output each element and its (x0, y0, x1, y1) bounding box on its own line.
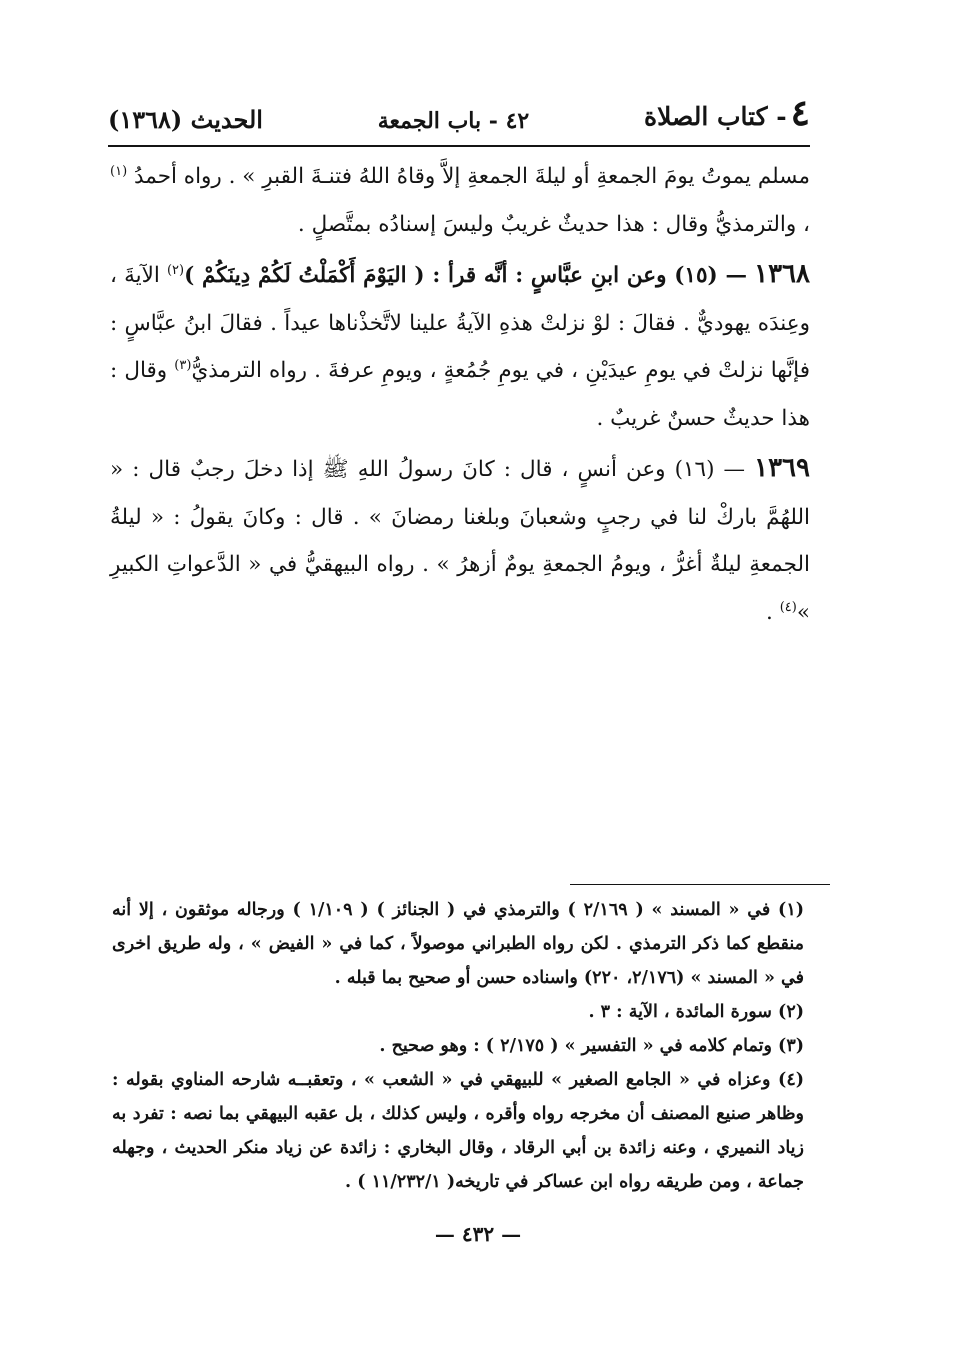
hadith-1368-tail: وقال : هذا حديثٌ حسنٌ غريبٌ . (110, 358, 810, 431)
footnote-2: (٢) سورة المائدة ، الآية : ٣ . (588, 1002, 804, 1022)
hadith-1368-intro: — (١٥) وعن ابنِ عبَّاسٍ : أنَّه قرأ : ( اليَوْمَ أَكْمَلْتُ لَكُمْ دِينَكُمْ ) (184, 263, 747, 288)
footnote-ref-2: (٢) (166, 262, 185, 278)
continuation-text: مسلم يموتُ يومَ الجمعةِ أو ليلةَ الجمعةِ إلاَّ وقاهُ اللهُ فتنـةَ القبرِ » . رواه أحمدُ (133, 164, 810, 189)
page-number: — ٤٣٢ — (434, 1222, 522, 1246)
hadith-1368-text: الآيةَ ، وعِندَه يهوديٌّ . فقالَ : لوْ نزلتْ هذهِ الآيةُ علينا لاتَّخذْناها عيداً . فقالَ ابنُ عبَّاسٍ : فإنَّها نزلتْ في يومِ عيدَيْنِ ، في يومِ جُمُعةٍ ، ويومِ عرفةَ . رواه الترمذيُّ (110, 263, 810, 383)
main-text (110, 153, 810, 636)
hadith-1369 (110, 445, 810, 636)
hadith-1369-text: — (١٦) وعن أنسٍ ، قال : كانَ رسولُ اللهِ ﷺ إذا دخلَ رجبٌ قال : « اللهُمَّ باركْ لنا في رجبٍ وشعبانَ وبلغنا رمضانَ » . قال : وكانَ يقولُ : « ليلةُ الجمعةِ ليلةٌ أغرُّ ، ويومُ الجمعةِ يومٌ أزهرُ » . رواه البيهقيُّ في « الدَّعواتِ الكبيرِ » (110, 457, 810, 625)
footnote-rule (570, 884, 830, 885)
footnote-ref-4: (٤) (779, 599, 797, 615)
hadith-1368 (110, 251, 810, 442)
book-title-text: - كتاب الصلاة (644, 102, 787, 131)
footnote-1: (١) في « المسند » ( ٢/١٦٩ ) والترمذي في ( الجنائز ) ( ١/١٠٩ ) ورجاله موثقون ، إلا أنه منقطع كما ذكر الترمذي . لكن رواه الطبراني موصولاً ، كما في « الفيض » ، وله طريق اخرى في « المسند » (٢/١٧٦، ٢٢٠) واسناده حسن أو صحيح بما قبله . (112, 900, 804, 988)
continuation-tail: ، والترمذيُّ وقال : هذا حديثٌ غريبٌ وليسَ إسنادُه بمتَّصلٍ . (297, 211, 810, 237)
continuation-paragraph (110, 153, 810, 248)
footnotes (112, 893, 826, 1199)
hadith-number-1369: ١٣٦٩ (754, 453, 810, 483)
hadith-1369-tail: . (766, 599, 773, 625)
footnote-ref-1: (١) (110, 163, 128, 179)
footnote-4: (٤) وعزاه في « الجامع الصغير » للبيهقي في « الشعب » ، وتعقبــه شارحه المناوي بقوله : وظاهر صنيع المصنف أن مخرجه رواه وأقره ، وليس كذلك ، بل عقبه البيهقي بما نصه : تفرد به زياد النميري ، وعنه زائدة بن أبي الرقاد ، وقال البخاري : زائدة عن زياد منكر الحديث ، وجهله جماعة ، ومن طريقه رواه ابن عساكر في تاريخه( ١١/٢٣٢/١ ) . (112, 1070, 804, 1192)
header-rule (108, 145, 810, 147)
footnote-3: (٣) وتمام كلامه في « التفسير » ( ٢/١٧٥ ) : وهو صحيح . (379, 1036, 804, 1056)
hadith-number-1368: ١٣٦٨ (754, 259, 810, 289)
footnote-ref-3: (٣) (174, 357, 192, 373)
hadith-reference: الحديث (١٣٦٨) (108, 105, 263, 134)
book-number: ٤ (790, 92, 810, 134)
running-header (108, 86, 810, 134)
chapter-title: ٤٢ - باب الجمعة (377, 108, 530, 134)
book-title (644, 92, 810, 134)
